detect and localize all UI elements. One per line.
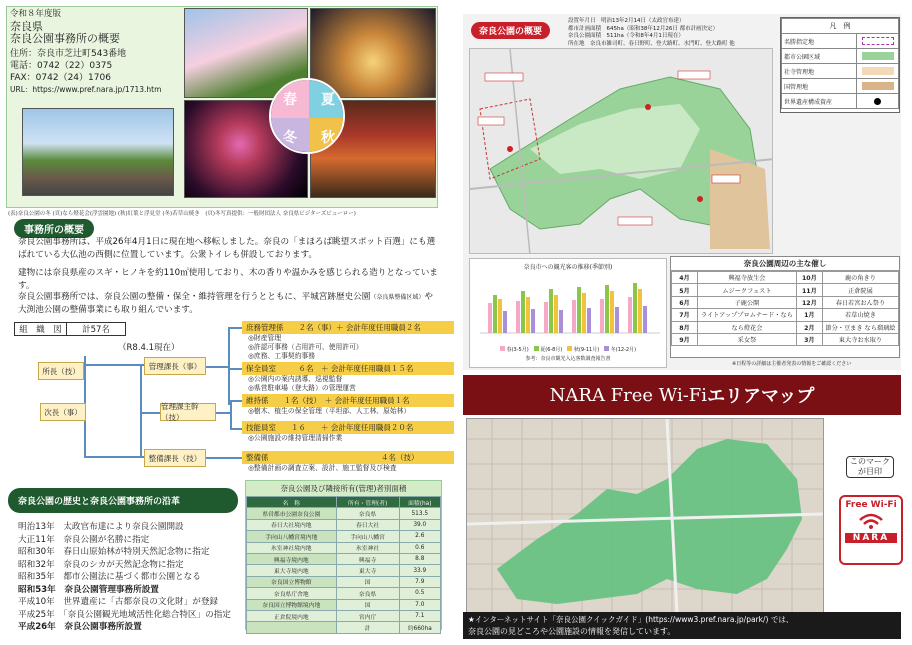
free-wifi-logo xyxy=(839,495,903,565)
table-cell: 2.6 xyxy=(399,531,440,542)
chart-bar xyxy=(643,306,647,333)
org-management-head: 管理課長（事） xyxy=(144,357,206,375)
quick-guide-banner xyxy=(463,612,901,639)
office-paragraph-4: 大渕池公園の整備事業にも取り組んでいます。 xyxy=(18,305,198,315)
visitor-chart xyxy=(470,271,666,343)
table-cell: 国 xyxy=(336,576,399,587)
history-era: 昭和35年 xyxy=(18,572,55,582)
table-cell: 奈良国立博物館境内地 xyxy=(247,599,337,610)
prefecture-name: 奈良県 xyxy=(10,20,43,33)
history-era: 昭和32年 xyxy=(18,559,55,570)
table-cell: 子鹿公開 xyxy=(698,296,797,308)
map-marker-icon xyxy=(697,196,703,202)
history-text: 春日山原始林が特別天然記念物に指定 xyxy=(63,547,210,557)
chart-bar xyxy=(544,302,548,333)
table-row xyxy=(247,576,441,587)
history-text: 太政官布達により奈良公園開設 xyxy=(63,522,184,532)
org-maintenance-head: 整備課長（技） xyxy=(144,449,206,467)
table-cell: 6月 xyxy=(672,296,698,308)
quick-guide-line-1[interactable]: ★インターネットサイト「奈良公園クイックガイド」(https://www3.pref.nara.jp/park/) では、 xyxy=(468,615,794,624)
chart-bar xyxy=(572,300,576,333)
chart-bar xyxy=(587,308,591,333)
table-cell: 11月 xyxy=(796,284,822,296)
office-paragraph-3: 奈良公園事務所では、奈良公園の整備・保全・維持管理を行うとともに、平城宮跡歴史公園（奈良県整備区域）や xyxy=(18,292,433,302)
table-cell: 7.0 xyxy=(399,599,440,610)
table-cell: 東大寺境内地 xyxy=(247,565,337,576)
wifi-mark-label: このマークが目印 xyxy=(846,456,894,478)
fax: FAX：0742（24）1706 xyxy=(10,73,111,83)
table-cell: ライトアッププロムナード・なら xyxy=(698,309,797,321)
map-marker-icon xyxy=(507,146,513,152)
visitor-chart-legend xyxy=(470,346,666,353)
page-title: 奈良公園事務所の概要 xyxy=(10,32,120,45)
area-table xyxy=(245,480,442,630)
season-summer: 夏 xyxy=(309,80,345,118)
table-row xyxy=(247,542,441,553)
chart-bar xyxy=(493,295,497,333)
chart-bar xyxy=(521,291,525,333)
history-text: 都市公園法に基づく都市公園となる xyxy=(63,572,201,582)
org-line xyxy=(206,457,242,459)
table-row xyxy=(672,321,899,333)
history-item xyxy=(18,621,248,634)
chart-bar xyxy=(628,297,632,333)
table-row xyxy=(247,519,441,530)
season-winter: 冬 xyxy=(271,118,309,154)
org-chart-label: 組 織 図 計57名 xyxy=(14,322,126,336)
map-marker-icon xyxy=(645,104,651,110)
edition-year: 令和８年度版 xyxy=(10,9,62,19)
history-item xyxy=(18,571,248,584)
table-cell: 33.9 xyxy=(399,565,440,576)
table-row xyxy=(247,565,441,576)
park-overview-title: 奈良公園の概要 xyxy=(471,22,550,39)
table-cell: 2月 xyxy=(796,321,822,333)
legend-autumn: 秋(9-11月) xyxy=(567,346,599,353)
table-cell: 3月 xyxy=(796,333,822,345)
table-cell: 東大寺お水取り xyxy=(822,333,898,345)
table-cell: 1月 xyxy=(796,309,822,321)
table-cell: 39.0 xyxy=(399,519,440,530)
org-line xyxy=(228,327,230,405)
org-chief: 所長（技） xyxy=(38,362,84,380)
legend-swatch xyxy=(862,67,894,75)
visitor-chart-source: 参考：奈良市観光入込客数調査報告書 xyxy=(525,356,611,362)
chart-bar xyxy=(516,301,520,333)
chart-bar xyxy=(531,309,535,333)
table-cell xyxy=(247,622,337,633)
table-cell: 8月 xyxy=(672,321,698,333)
table-cell: 0.5 xyxy=(399,588,440,599)
org-line xyxy=(215,412,230,414)
history-title: 奈良公園の歴史と奈良公園事務所の沿革 xyxy=(8,488,238,513)
season-autumn: 秋 xyxy=(309,118,345,154)
table-row xyxy=(672,284,899,296)
org-planning-head: 管理課主幹（技） xyxy=(160,403,216,421)
park-overview-info: 設置年月日 明治13年2月14日（太政官布達） 都市計画面積 645ha（昭和38年12月26日 都市計画決定） 奈良公園面積 511ha（令和8年4月1日現在） 所在地 奈良市雑司町、春日野町、登大路町、水門町、登大路町 他 xyxy=(568,18,735,47)
history-item xyxy=(18,534,248,547)
table-row xyxy=(672,333,899,345)
table-cell: 興福寺 xyxy=(336,553,399,564)
table-cell: 7月 xyxy=(672,309,698,321)
chart-bar xyxy=(498,299,502,333)
world-heritage-dot-icon xyxy=(874,98,881,105)
table-cell: 12月 xyxy=(796,296,822,308)
org-group-conservation: 保全員室 ６名 ＋ 会計年度任用職員１５名 ◎公園内の案内誘導、巡視監督 ◎県営駐車場（登大路）の管理運営 xyxy=(242,362,454,393)
history-text: 世界遺産に「古都奈良の文化財」が登録 xyxy=(63,597,219,607)
table-cell: 手向山八幡宮境内地 xyxy=(247,531,337,542)
events-note: ※日程等の詳細は主催者発表の情報をご確認ください xyxy=(732,361,852,367)
org-line xyxy=(140,364,142,456)
wifi-banner-suffix: エリアマップ xyxy=(707,386,815,407)
chart-bar xyxy=(582,293,586,333)
history-era: 大正11年 xyxy=(18,534,55,545)
table-cell: 県営都市公園奈良公園 xyxy=(247,508,337,519)
org-group-development: 整備係 ４名（技） ◎整備計画の調査立案、設計、施工監督及び検査 xyxy=(242,451,454,473)
chart-bar xyxy=(638,289,642,333)
table-cell: 奈良県 xyxy=(336,508,399,519)
season-spring: 春 xyxy=(271,80,309,118)
chart-bar xyxy=(577,287,581,333)
history-era: 昭和30年 xyxy=(18,547,55,557)
history-text: 奈良のシカが天然記念物に指定 xyxy=(63,559,184,570)
wifi-signal-icon xyxy=(858,512,884,530)
chart-bar xyxy=(554,295,558,333)
table-cell: 国 xyxy=(336,599,399,610)
history-text: 奈良公園管理事務所設置 xyxy=(64,584,159,595)
table-cell: 9月 xyxy=(672,333,698,345)
table-row xyxy=(672,272,899,284)
office-paragraph-2: 建物には奈良県産のスギ・ヒノキを約110㎥使用しており、木の香りや温かみを感じられる造りとなっています。 xyxy=(18,268,438,291)
legend-item: 世界遺産構成資産 xyxy=(782,94,899,109)
org-line xyxy=(230,400,232,430)
area-table-grid xyxy=(246,496,441,634)
table-cell: 手向山八幡宮 xyxy=(336,531,399,542)
table-row xyxy=(247,610,441,621)
org-line xyxy=(228,327,242,329)
table-cell: 4月 xyxy=(672,272,698,284)
org-date: （R8.4.1現在） xyxy=(118,343,180,353)
table-cell: 興福寺境内地 xyxy=(247,553,337,564)
table-cell: 0.6 xyxy=(399,542,440,553)
telephone: 電話：0742（22）0375 xyxy=(10,61,113,71)
table-cell: 氷室神社境内地 xyxy=(247,542,337,553)
table-cell: 若草山焼き xyxy=(822,309,898,321)
address: 住所：奈良市芝辻町543番地 xyxy=(10,49,127,59)
wifi-banner xyxy=(463,375,901,415)
history-item xyxy=(18,596,248,609)
table-cell: 正倉院展 xyxy=(822,284,898,296)
org-group-maintenance: 維持係 １名（技） ＋ 会計年度任用職員１名 ◎樹木、植生の保全管理（平坦部、人工林、原始林） xyxy=(242,394,454,416)
chart-bar xyxy=(549,289,553,333)
table-cell: 興福寺放生会 xyxy=(698,272,797,284)
table-cell: 約660ha xyxy=(399,622,440,633)
table-cell: ムジークフェスト xyxy=(698,284,797,296)
wifi-logo-top: Free Wi-Fi xyxy=(845,500,897,510)
org-line xyxy=(84,456,144,458)
history-item xyxy=(18,609,248,622)
legend-item: 国管理地 xyxy=(782,79,899,94)
chart-bar xyxy=(605,285,609,333)
table-row xyxy=(247,599,441,610)
table-cell: なら燈花会 xyxy=(698,321,797,333)
chart-bar xyxy=(615,307,619,333)
area-table-title: 奈良公園及び隣接所有(管理)者別面積 xyxy=(246,481,441,496)
table-cell: 東大寺 xyxy=(336,565,399,576)
legend-winter: 冬(12-2月) xyxy=(604,346,636,353)
chart-bar xyxy=(526,297,530,333)
org-line xyxy=(84,364,144,366)
office-header xyxy=(10,8,180,96)
org-line xyxy=(206,366,228,368)
history-text: 「奈良公園観光地域活性化総合特区」の指定 xyxy=(63,609,231,620)
table-row xyxy=(672,309,899,321)
org-line xyxy=(230,428,242,430)
history-list xyxy=(18,521,248,634)
history-era: 平成25年 xyxy=(18,609,55,620)
legend-summer: 夏(6-8月) xyxy=(534,346,563,353)
history-item xyxy=(18,584,248,597)
history-text: 奈良公園が名勝に指定 xyxy=(63,534,150,545)
table-row xyxy=(247,553,441,564)
table-row xyxy=(672,296,899,308)
park-map-svg xyxy=(470,49,773,254)
quick-guide-line-2: 奈良公園の見どころや公園施設の情報を発信しています。 xyxy=(468,627,676,636)
map-label-box xyxy=(678,71,710,79)
table-cell: 10月 xyxy=(796,272,822,284)
wifi-map-svg xyxy=(467,419,824,613)
org-group-technicians: 技能員室 １６ ＋ 会計年度任用職員２０名 ◎公園施設の維持管理清掃作業 xyxy=(242,421,454,443)
table-cell: 513.5 xyxy=(399,508,440,519)
table-row xyxy=(247,531,441,542)
park-map[interactable] xyxy=(469,48,773,254)
table-cell: 7.1 xyxy=(399,610,440,621)
office-building-photo xyxy=(22,108,174,196)
org-line xyxy=(228,368,242,370)
events-title: 奈良公園周辺の主な催し xyxy=(671,257,899,271)
legend-item: 都市公園区域 xyxy=(782,49,899,64)
table-cell: 春日大社境内地 xyxy=(247,519,337,530)
map-label-box xyxy=(618,217,652,225)
org-line xyxy=(230,400,242,402)
wifi-logo-bottom: NARA xyxy=(845,533,897,543)
org-deputy: 次長（事） xyxy=(40,403,86,421)
chart-bar xyxy=(488,303,492,333)
table-cell: 奈良県庁舎地 xyxy=(247,588,337,599)
chart-bar xyxy=(559,310,563,333)
legend-swatch xyxy=(862,82,894,90)
table-cell: 春日若宮おん祭り xyxy=(822,296,898,308)
legend-swatch xyxy=(862,37,894,45)
org-line xyxy=(140,412,160,414)
history-era: 平成10年 xyxy=(18,597,55,607)
chart-bar xyxy=(600,299,604,333)
table-cell: 奈良県 xyxy=(336,588,399,599)
history-era: 明治13年 xyxy=(18,522,55,532)
office-overview-title: 事務所の概要 xyxy=(14,219,94,238)
table-cell: 7.9 xyxy=(399,576,440,587)
history-era: 平成26年 xyxy=(18,622,56,632)
table-row xyxy=(247,588,441,599)
table-cell: 春日大社 xyxy=(336,519,399,530)
legend-spring: 春(3-5月) xyxy=(500,346,529,353)
table-cell: 宮内庁 xyxy=(336,610,399,621)
history-text: 奈良公園事務所設置 xyxy=(64,622,142,632)
visitor-chart-panel xyxy=(469,258,667,368)
table-cell: 氷室神社 xyxy=(336,542,399,553)
map-legend xyxy=(780,17,900,113)
table-cell: 節分・豆まき なら瑠璃絵 xyxy=(822,321,898,333)
wifi-area-map[interactable] xyxy=(466,418,824,613)
chart-bar xyxy=(633,283,637,333)
map-label-box xyxy=(712,175,740,183)
table-cell: 8.8 xyxy=(399,553,440,564)
table-cell: 正倉院境内地 xyxy=(247,610,337,621)
table-cell: 采女祭 xyxy=(698,333,797,345)
table-cell: 計 xyxy=(336,622,399,633)
history-item xyxy=(18,559,248,572)
legend-title: 凡 例 xyxy=(782,19,899,34)
area-table-header: 名 称 所有・管理(者) 面積(ha) xyxy=(247,497,441,508)
legend-item: 名勝指定地 xyxy=(782,34,899,49)
photo-caption: (表)奈良公園の冬 (頁)なら燈花会(浮雲園地) (秋)紅葉と浮見堂 (冬)若草山焼き (頁)冬写真提供：一般財団法人 奈良県ビジターズビューロー) xyxy=(8,211,356,217)
office-paragraph-1: 奈良公園事務所は、平成26年4月1日に現在地へ移転しました。奈良の「まほろば眺望スポット百選」にも選ばれている大仏池の西側に位置しています。公衆トイレも併設しております。 xyxy=(18,237,436,260)
events-table xyxy=(670,256,900,358)
table-cell: 5月 xyxy=(672,284,698,296)
table-cell: 鹿の角きり xyxy=(822,272,898,284)
website-url[interactable]: URL：https://www.pref.nara.jp/1713.htm xyxy=(10,85,162,94)
table-cell: 奈良国立博物館 xyxy=(247,576,337,587)
history-item xyxy=(18,521,248,534)
history-era: 昭和53年 xyxy=(18,584,56,595)
legend-swatch xyxy=(862,52,894,60)
legend-item: 社寺管理地 xyxy=(782,64,899,79)
history-item xyxy=(18,546,248,559)
chart-bar xyxy=(610,291,614,333)
table-row xyxy=(247,622,441,633)
wifi-banner-prefix: NARA Free Wi-Fi xyxy=(549,384,708,406)
season-wheel xyxy=(269,78,345,154)
chart-bar xyxy=(503,311,507,333)
visitor-chart-title: 奈良市への観光客の推移(季節別) xyxy=(523,264,613,271)
table-row xyxy=(247,508,441,519)
org-group-general-affairs: 庶務管理係 ２名（事）＋ 会計年度任用職員２名 ◎財産管理 ◎許認可事務（占用許可、使用許可） ◎庶務、工事契約事務 xyxy=(242,321,454,361)
map-label-box xyxy=(485,73,523,81)
map-label-box xyxy=(478,117,504,125)
